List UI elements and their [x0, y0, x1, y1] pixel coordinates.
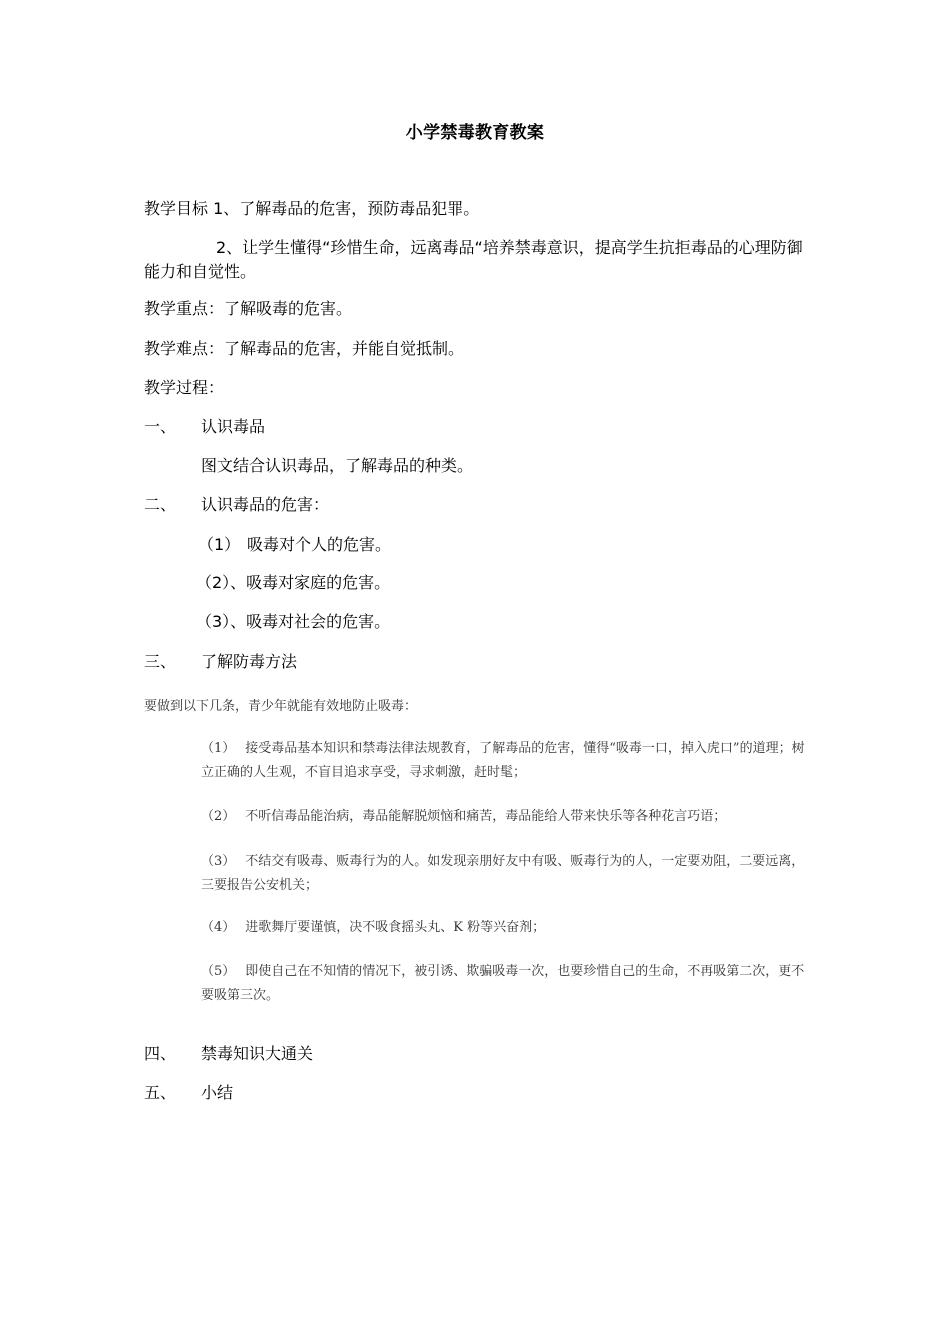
- prevention-item-5-label: （5）: [201, 964, 236, 979]
- prevention-item-4: [201, 916, 809, 940]
- process-label: 教学过程：: [144, 378, 225, 397]
- section-title-4: 禁毒知识大通关: [201, 1044, 314, 1063]
- section-number-1: 一、: [144, 417, 177, 436]
- prevention-item-1-text: 接受毒品基本知识和禁毒法律法规教育，了解毒品的危害，懂得“吸毒一口，掉入虎口”的道理；树立正确的人生观，不盲目追求享受，寻求刺激，赶时髦；: [201, 741, 805, 780]
- harm-1-text: 吸毒对个人的危害。: [247, 535, 392, 554]
- prevention-item-3-text: 不结交有吸毒、贩毒行为的人。如发现亲朋好友中有吸、贩毒行为的人，一定要劝阻，二要远离，三要报告公安机关；: [201, 854, 805, 893]
- section-number-3: 三、: [144, 652, 177, 671]
- prevention-item-4-text: 进歌舞厅要谨慎，决不吸食摇头丸、K 粉等兴奋剂；: [245, 920, 546, 935]
- prevention-item-5: [201, 960, 809, 1008]
- harm-3: （3）、吸毒对社会的危害。: [196, 612, 391, 631]
- document-title: 小学禁毒教育教案: [405, 123, 545, 143]
- section-title-1: 认识毒品: [201, 417, 266, 436]
- prevention-item-2: [201, 805, 809, 829]
- prevention-item-4-label: （4）: [201, 920, 236, 935]
- section-number-5: 五、: [144, 1083, 177, 1102]
- harm-2: （2）、吸毒对家庭的危害。: [196, 573, 391, 592]
- prevention-item-2-label: （2）: [201, 809, 236, 824]
- prevention-item-5-text: 即使自己在不知情的情况下，被引诱、欺骗吸毒一次，也要珍惜自己的生命，不再吸第二次，更不要吸第三次。: [201, 964, 805, 1003]
- objective-2: 2、让学生懂得“珍惜生命，远离毒品“培养禁毒意识，提高学生抗拒毒品的心理防御能力和自觉性。: [144, 238, 803, 281]
- prevention-intro: 要做到以下几条，青少年就能有效地防止吸毒：: [144, 699, 418, 714]
- section-title-3: 了解防毒方法: [201, 652, 298, 671]
- section1-detail: 图文结合认识毒品，了解毒品的种类。: [201, 456, 474, 475]
- prevention-item-1: [201, 737, 809, 785]
- prevention-item-3: [201, 850, 809, 898]
- section-title-5: 小结: [201, 1083, 234, 1102]
- harm-1-label: （1）: [198, 535, 241, 554]
- prevention-item-1-label: （1）: [201, 741, 236, 756]
- key-point: 教学重点：了解吸毒的危害。: [144, 299, 353, 318]
- prevention-item-3-label: （3）: [201, 854, 236, 869]
- difficulty: 教学难点：了解毒品的危害，并能自觉抵制。: [144, 339, 465, 358]
- prevention-item-2-text: 不听信毒品能治病，毒品能解脱烦恼和痛苦，毒品能给人带来快乐等各种花言巧语；: [245, 809, 727, 824]
- section-number-4: 四、: [144, 1044, 177, 1063]
- objective-1: 教学目标 1、了解毒品的危害，预防毒品犯罪。: [144, 199, 480, 218]
- section-title-2: 认识毒品的危害：: [201, 495, 330, 514]
- section-number-2: 二、: [144, 495, 177, 514]
